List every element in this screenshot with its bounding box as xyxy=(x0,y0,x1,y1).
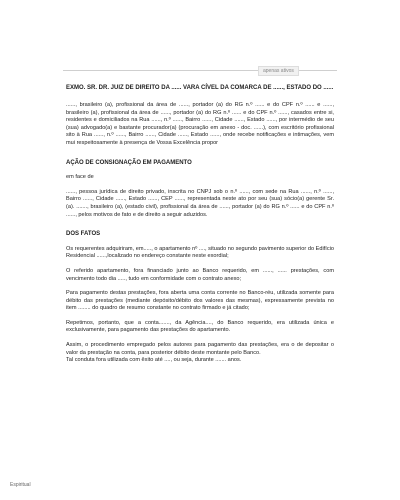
intro-paragraph: ......, brasileiro (a), profissional da área de ......, portador (a) do RG n.º ...... e do CPF n.º ...... e ......, brasileiro (a), profissional da área de ......, portador (a) do RG n.º ...... e do CPF n.º ......, casados entre si, residentes e domiciliados na Rua ......, n.º ......, Bairro ......, Cidade ......, Estado ......, por intermédio de seu (sua) advogado(a) e bastante procurador(a) (procuração em anexo - doc. ......), com escritório profissional sito à Rua ......, n.º ......, Bairro ......, Cidade ......, Estado ......, onde recebe notificações e intimações, vem mui respeitosamente à presença de Vossa Excelência propor xyxy=(66,102,334,146)
facts-paragraph-5: Assim, o procedimento empregado pelos autores para pagamento das prestações, era o de depositar o valor da prestação na conta, para posterior débito deste montante pelo Banco. xyxy=(66,342,334,356)
defendant-paragraph: ......, pessoa jurídica de direito privado, inscrita no CNPJ sob o n.º ......, com sede na Rua ......, n.º ......, Bairro ......, Cidade ......, Estado ......, CEP ......, representada neste ato por seu (sua) sócio(a) gerente Sr. (a). ......., brasileiro (a), (estado civil), profissional da área de ......, portador (a) do RG n.º ...... e do CPF n.º ......, pelos motivos de fato e de direito a seguir aduzidos. xyxy=(66,188,334,218)
face-paragraph: em face de xyxy=(66,174,94,181)
court-heading: EXMO. SR. DR. JUIZ DE DIREITO DA ...... VARA CÍVEL DA COMARCA DE ......, ESTADO DO ...... xyxy=(66,85,334,91)
facts-title: DOS FATOS xyxy=(66,231,101,238)
facts-paragraph-3: Para pagamento destas prestações, fora aberta uma conta corrente no Banco-réu, utilizada somente para débito das prestações (mediante depósito/débito dos valores das mesmas), expressamente prevista no item ........ do quadro de resumo constante no contrato firmado e já citado; xyxy=(66,290,334,312)
facts-paragraph-6: Tal conduta fora utilizada com êxito até ...., ou seja, durante ....... anos. xyxy=(66,357,242,364)
stamp-label: apenas ativos xyxy=(258,66,299,76)
facts-paragraph-1: Os requerentes adquiriram, em....., o apartamento nº ...., situado no segundo pavimento superior do Edifício Residencial ......,localizado no endereço constante neste exordial; xyxy=(66,245,334,260)
footer-label: Espiritual xyxy=(10,482,31,488)
facts-paragraph-2: O referido apartamento, fora financiado junto ao Banco requerido, em ......, ...... prestações, com vencimento todo dia ....., tudo em conformidade com o contrato anexo; xyxy=(66,267,334,282)
facts-paragraph-4: Repetimos, portanto, que a conta......., da Agência...., do Banco requerido, era utilizada única e exclusivamente, para pagamento das prestações do apartamento. xyxy=(66,319,334,334)
document-body xyxy=(66,84,334,372)
action-title: AÇÃO DE CONSIGNAÇÃO EM PAGAMENTO xyxy=(66,159,192,166)
